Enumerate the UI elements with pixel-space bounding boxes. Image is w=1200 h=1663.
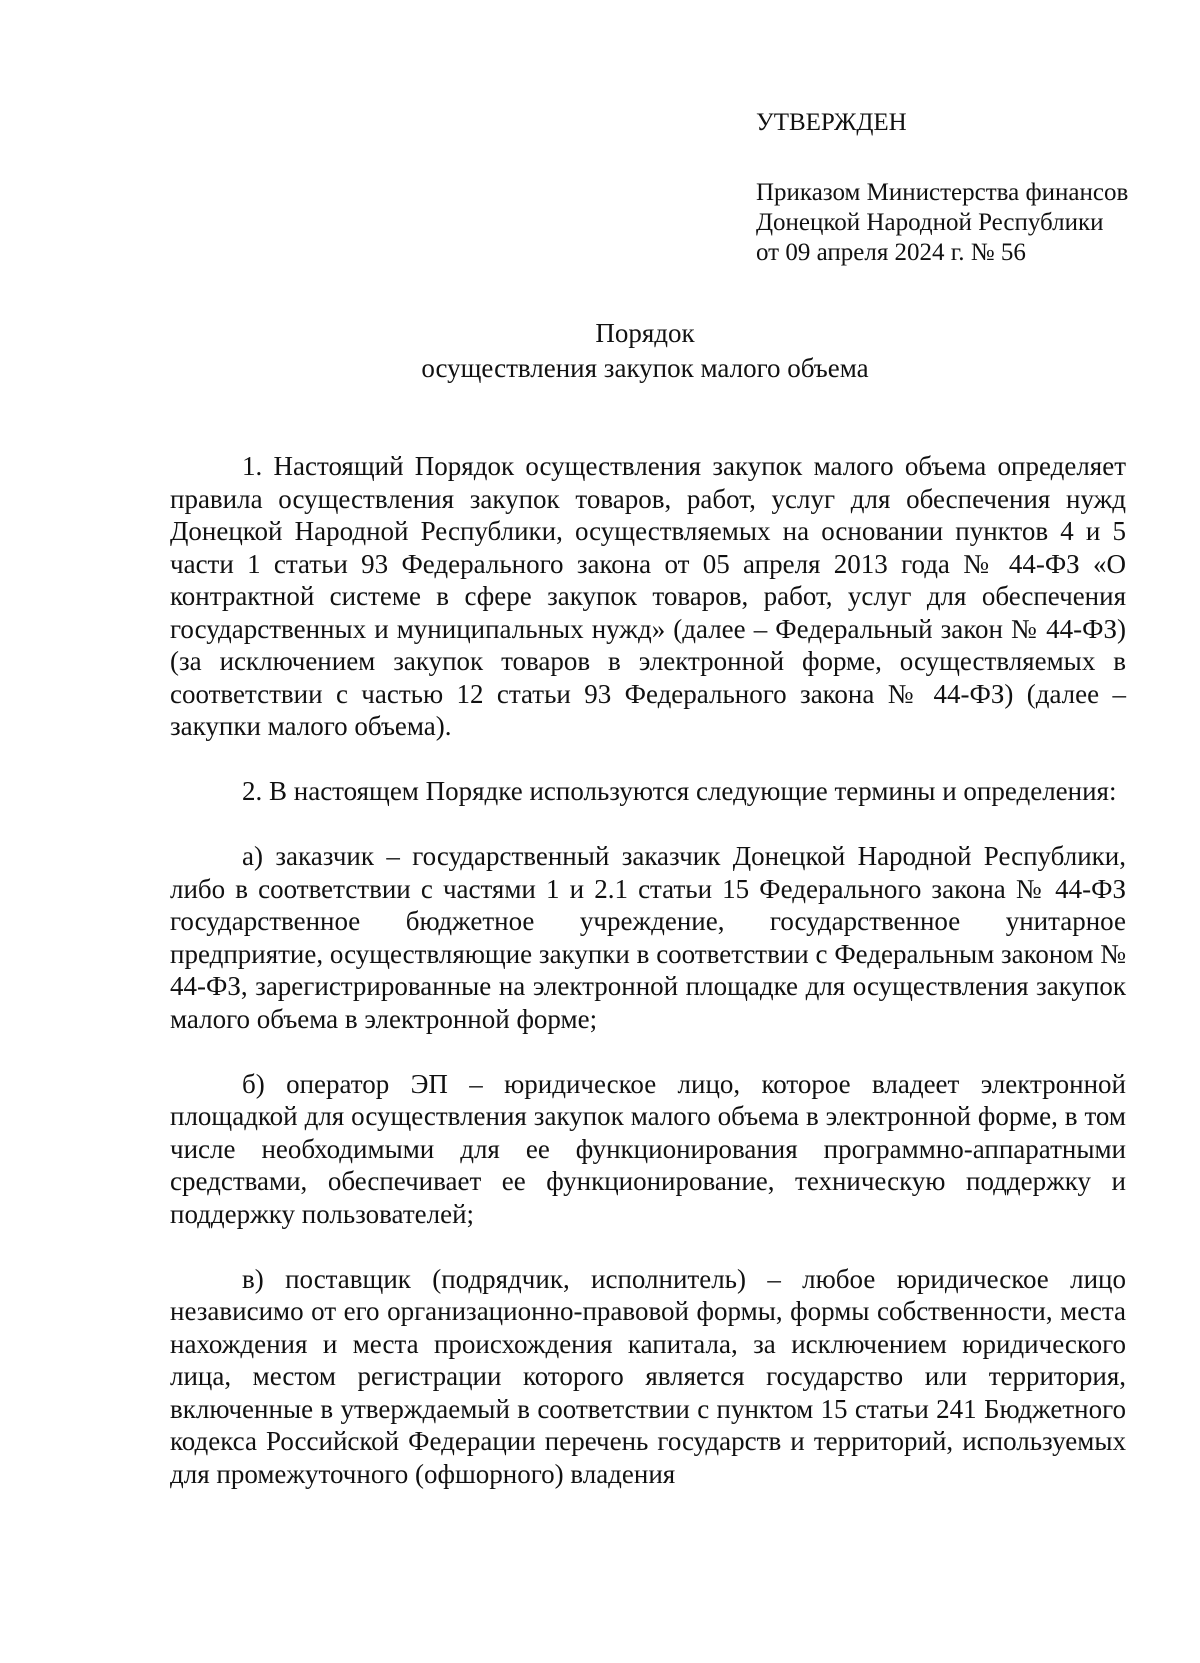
approved-label: УТВЕРЖДЕН	[756, 109, 907, 136]
order-line-date-number: от 09 апреля 2024 г. № 56	[756, 239, 1026, 266]
document-body	[170, 450, 1126, 1490]
paragraph-2a: а) заказчик – государственный заказчик Донецкой Народной Республики, либо в соответствии с частями 1 и 2.1 статьи 15 Федерального закона № 44-ФЗ государственное бюджетное учреждение, государственное унитарное предприятие, осуществляющие закупки в соответствии с Федеральным законом № 44-ФЗ, зарегистрированные на электронной площадке для осуществления закупок малого объема в электронной форме;	[170, 841, 1126, 1034]
paragraph-2: 2. В настоящем Порядке используются следующие термины и определения:	[242, 776, 1117, 806]
document-title	[170, 316, 1120, 386]
paragraph-2b: б) оператор ЭП – юридическое лицо, которое владеет электронной площадкой для осуществления закупок малого объема в электронной форме, в том числе необходимыми для ее функционирования программно-аппаратными средствами, обеспечивает ее функционирование, техническую поддержку и поддержку пользователей;	[170, 1068, 1126, 1229]
paragraph-2c: в) поставщик (подрядчик, исполнитель) – любое юридическое лицо независимо от его организационно-правовой формы, формы собственности, места нахождения и места происхождения капитала, за исключением юридического лица, местом регистрации которого является государство или территория, включенные в утверждаемый в соответствии с пунктом 15 статьи 241 Бюджетного кодекса Российской Федерации перечень государств и территорий, используемых для промежуточного (офшорного) владения	[170, 1263, 1126, 1489]
approval-stamp-block	[756, 108, 1176, 268]
order-line-ministry: Приказом Министерства финансов	[756, 179, 1129, 206]
paragraph-1: 1. Настоящий Порядок осуществления закупок малого объема определяет правила осуществления закупок товаров, работ, услуг для обеспечения нужд Донецкой Народной Республики, осуществляемых на основании пунктов 4 и 5 части 1 статьи 93 Федерального закона от 05 апреля 2013 года № 44-ФЗ «О контрактной системе в сфере закупок товаров, работ, услуг для обеспечения государственных и муниципальных нужд» (далее – Федеральный закон № 44-ФЗ) (за исключением закупок товаров в электронной форме, осуществляемых в соответствии с частью 12 статьи 93 Федерального закона № 44-ФЗ) (далее – закупки малого объема).	[170, 451, 1126, 741]
title-line-2: осуществления закупок малого объема	[421, 353, 869, 383]
order-line-republic: Донецкой Народной Республики	[756, 209, 1104, 236]
title-line-1: Порядок	[595, 318, 695, 348]
